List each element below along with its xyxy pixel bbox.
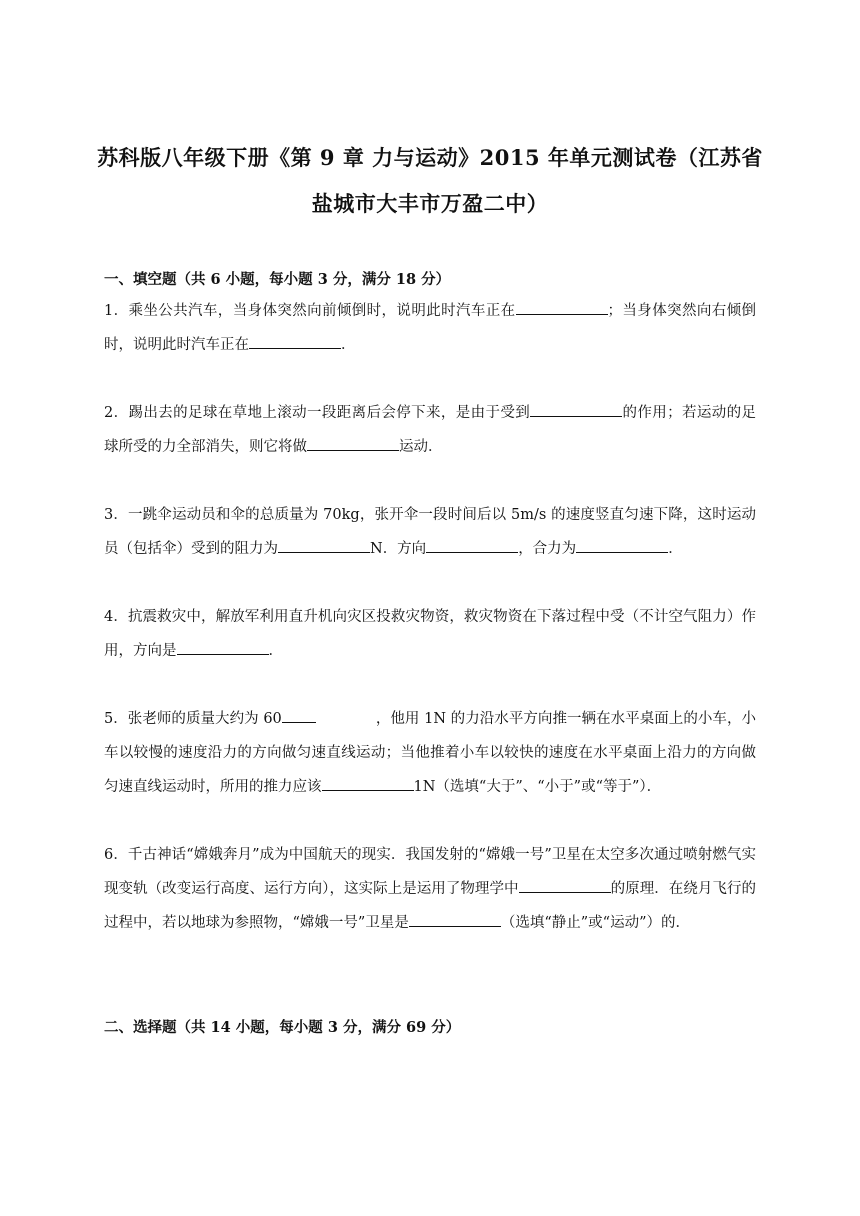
- question-text: 1．乘坐公共汽车，当身体突然向前倾倒时，说明此时汽车正在: [104, 303, 516, 319]
- question-text: （选填“静止”或“运动”）的．: [500, 915, 690, 931]
- answer-blank[interactable]: [177, 638, 269, 655]
- answer-blank[interactable]: [516, 298, 608, 315]
- question-text: ．: [668, 541, 683, 557]
- question-text: 4．抗震救灾中，解放军利用直升机向灾区投救灾物资，救灾物资在下落过程中受（不计空气阻力）作用，方向是: [104, 609, 756, 659]
- section-heading-fill-in: 一、填空题（共 6 小题，每小题 3 分，满分 18 分）: [104, 271, 451, 288]
- question-text: 3．一跳伞运动员和伞的总质量为 70kg，张开伞一段时间后以 5m/s 的速度竖直匀速下降，这时运动员（包括伞）受到的阻力为: [104, 507, 756, 557]
- question-text: 的作用；若运动的足球所受的力全部消失，则它将做: [104, 405, 756, 455]
- answer-blank[interactable]: [307, 434, 399, 451]
- document-title-line-2: 盐城市大丰市万盈二中）: [311, 191, 549, 216]
- question-text: 2．踢出去的足球在草地上滚动一段距离后会停下来，是由于受到: [104, 405, 531, 421]
- question-text: 的原理．在绕月飞行的过程中，若以地球为参照物，“嫦娥一号”卫星是: [104, 881, 757, 931]
- answer-blank[interactable]: [278, 536, 370, 553]
- answer-blank[interactable]: [282, 706, 316, 723]
- section-heading-multiple-choice: 二、选择题（共 14 小题，每小题 3 分，满分 69 分）: [104, 1019, 461, 1036]
- document-title-line-1: 苏科版八年级下册《第 9 章 力与运动》2015 年单元测试卷（江苏省: [97, 145, 763, 170]
- question-text: ，合力为: [518, 541, 577, 557]
- question-text: ．: [268, 643, 283, 659]
- question-text: 6．千古神话“嫦娥奔月”成为中国航天的现实．我国发射的“嫦娥一号”卫星在太空多次通过喷射燃气实现变轨（改变运行高度、运行方向），这实际上是运用了物理学中: [104, 847, 756, 897]
- question-6: [104, 838, 756, 940]
- question-text: ．: [341, 337, 356, 353]
- answer-blank[interactable]: [530, 400, 622, 417]
- question-1: [104, 294, 756, 362]
- question-4: [104, 600, 756, 668]
- question-text: 1N（选填“大于”、“小于”或“等于”）．: [413, 779, 662, 795]
- question-text: 运动．: [399, 439, 443, 455]
- question-text: ，他用 1N 的力沿水平方向推一辆在水平桌面上的小车，小车以较慢的速度沿力的方向做匀速直线运动；当他推着小车以较快的速度在水平桌面上沿力的方向做匀速直线运动时，所用的推力应该: [104, 711, 756, 795]
- answer-blank[interactable]: [519, 876, 611, 893]
- answer-blank[interactable]: [426, 536, 518, 553]
- question-2: [104, 396, 756, 464]
- question-text: ；当身体突然向右倾倒时，说明此时汽车正在: [104, 303, 757, 353]
- answer-blank[interactable]: [409, 910, 501, 927]
- question-text: N．方向: [370, 541, 427, 557]
- question-text: 5．张老师的质量大约为 60: [104, 711, 282, 727]
- answer-blank[interactable]: [322, 774, 414, 791]
- answer-blank[interactable]: [249, 332, 341, 349]
- question-5: [104, 702, 756, 804]
- answer-blank[interactable]: [576, 536, 668, 553]
- question-3: [104, 498, 756, 566]
